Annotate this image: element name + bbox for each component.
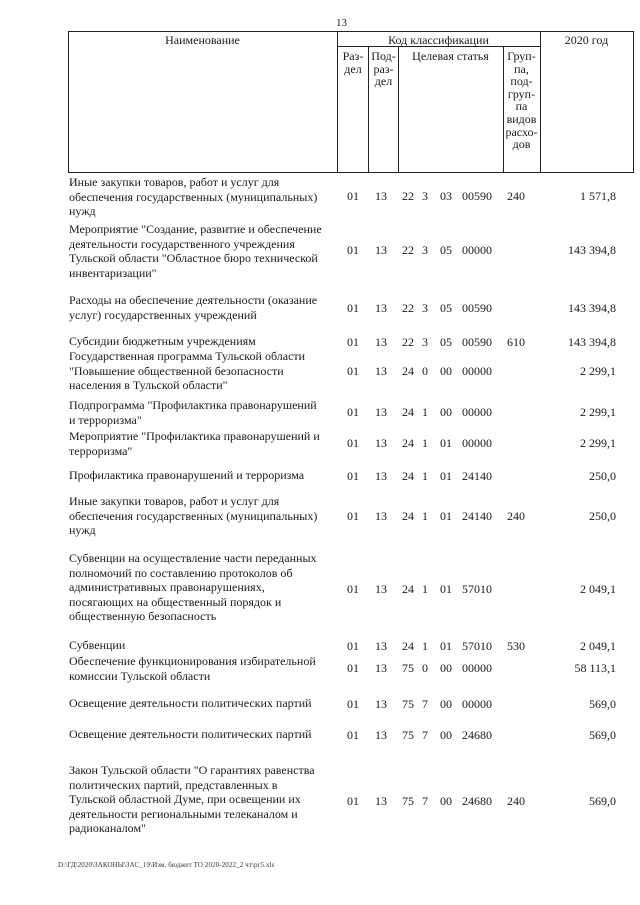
row-cs4: 57010 — [462, 639, 492, 653]
row-cs1: 24 — [402, 469, 414, 483]
row-vr: 240 — [507, 189, 525, 203]
row-cs2: 1 — [422, 582, 428, 596]
row-cs2: 3 — [422, 243, 428, 257]
row-name: Иные закупки товаров, работ и услуг для обеспечения государственных (муниципальных) нужд — [69, 175, 318, 218]
row-razdel: 01 — [347, 582, 359, 596]
row-cs1: 75 — [402, 661, 414, 675]
row-cs1: 24 — [402, 509, 414, 523]
row-cs1: 22 — [402, 301, 414, 315]
row-podrazdel: 13 — [375, 661, 387, 675]
row-amount: 2 299,1 — [580, 364, 616, 378]
row-cs1: 22 — [402, 243, 414, 257]
row-cs4: 24140 — [462, 469, 492, 483]
row-cs3: 00 — [440, 697, 452, 711]
row-cs4: 24680 — [462, 794, 492, 808]
row-amount: 2 299,1 — [580, 436, 616, 450]
row-cs2: 7 — [422, 794, 428, 808]
row-razdel: 01 — [347, 639, 359, 653]
row-podrazdel: 13 — [375, 582, 387, 596]
row-cs2: 1 — [422, 639, 428, 653]
row-podrazdel: 13 — [375, 301, 387, 315]
row-cs4: 00590 — [462, 301, 492, 315]
row-cs2: 7 — [422, 728, 428, 742]
row-amount: 569,0 — [589, 794, 616, 808]
file-path-footer: D:\ГД\2020\ЗАКОНЫ\ЗАС_19\Изм. бюджет ТО 2020-2022_2 чт\рг5.xls — [58, 861, 275, 869]
row-cs3: 00 — [440, 364, 452, 378]
row-cs2: 1 — [422, 436, 428, 450]
row-cs3: 01 — [440, 582, 452, 596]
row-cs3: 00 — [440, 661, 452, 675]
row-razdel: 01 — [347, 469, 359, 483]
row-podrazdel: 13 — [375, 243, 387, 257]
row-razdel: 01 — [347, 661, 359, 675]
row-cs1: 75 — [402, 794, 414, 808]
row-podrazdel: 13 — [375, 728, 387, 742]
row-name: Расходы на обеспечение деятельности (оказание услуг) государственных учреждений — [69, 293, 318, 322]
row-cs2: 3 — [422, 301, 428, 315]
row-amount: 2 299,1 — [580, 405, 616, 419]
row-vr: 240 — [507, 509, 525, 523]
row-cs2: 1 — [422, 405, 428, 419]
row-cs1: 24 — [402, 405, 414, 419]
row-amount: 143 394,8 — [568, 301, 616, 315]
row-cs4: 00590 — [462, 335, 492, 349]
row-razdel: 01 — [347, 405, 359, 419]
row-podrazdel: 13 — [375, 794, 387, 808]
row-cs4: 00000 — [462, 243, 492, 257]
row-cs2: 0 — [422, 661, 428, 675]
row-cs1: 24 — [402, 436, 414, 450]
row-cs3: 05 — [440, 243, 452, 257]
row-amount: 2 049,1 — [580, 582, 616, 596]
row-amount: 58 113,1 — [574, 661, 616, 675]
row-cs3: 00 — [440, 728, 452, 742]
row-name: Мероприятие "Профилактика правонарушений и терроризма" — [69, 429, 320, 458]
row-razdel: 01 — [347, 728, 359, 742]
row-amount: 569,0 — [589, 697, 616, 711]
row-podrazdel: 13 — [375, 697, 387, 711]
row-name: Государственная программа Тульской области "Повышение общественной безопасности населения в Тульской области" — [69, 349, 306, 392]
row-cs4: 00000 — [462, 364, 492, 378]
row-amount: 250,0 — [589, 469, 616, 483]
row-podrazdel: 13 — [375, 335, 387, 349]
row-cs3: 05 — [440, 301, 452, 315]
row-cs3: 05 — [440, 335, 452, 349]
row-razdel: 01 — [347, 436, 359, 450]
row-razdel: 01 — [347, 509, 359, 523]
row-vr: 610 — [507, 335, 525, 349]
row-cs1: 22 — [402, 189, 414, 203]
row-podrazdel: 13 — [375, 509, 387, 523]
row-cs4: 00000 — [462, 661, 492, 675]
row-name: Субвенции — [69, 638, 126, 652]
row-cs4: 57010 — [462, 582, 492, 596]
row-cs1: 24 — [402, 639, 414, 653]
row-cs4: 24680 — [462, 728, 492, 742]
row-name: Иные закупки товаров, работ и услуг для обеспечения государственных (муниципальных) нужд — [69, 494, 318, 537]
row-cs3: 00 — [440, 794, 452, 808]
row-cs2: 1 — [422, 469, 428, 483]
row-razdel: 01 — [347, 243, 359, 257]
row-cs4: 00000 — [462, 697, 492, 711]
row-cs3: 00 — [440, 405, 452, 419]
row-podrazdel: 13 — [375, 405, 387, 419]
row-cs2: 3 — [422, 189, 428, 203]
row-razdel: 01 — [347, 189, 359, 203]
row-cs3: 01 — [440, 509, 452, 523]
row-vr: 240 — [507, 794, 525, 808]
row-cs4: 00590 — [462, 189, 492, 203]
row-name: Субвенции на осуществление части переданных полномочий по составлению протоколов об административных правонарушениях, посягающих на общественный порядок и общественную безопасность — [69, 551, 317, 623]
row-cs1: 22 — [402, 335, 414, 349]
row-podrazdel: 13 — [375, 189, 387, 203]
row-razdel: 01 — [347, 364, 359, 378]
row-cs1: 24 — [402, 582, 414, 596]
row-podrazdel: 13 — [375, 364, 387, 378]
row-podrazdel: 13 — [375, 469, 387, 483]
row-amount: 143 394,8 — [568, 243, 616, 257]
header-expense-group: Груп- па, под- груп- па видов расхо- дов — [505, 49, 538, 152]
row-amount: 2 049,1 — [580, 639, 616, 653]
row-cs4: 00000 — [462, 436, 492, 450]
page-number: 13 — [336, 17, 347, 29]
row-name: Закон Тульской области "О гарантиях равенства политических партий, представленных в Тульской областной Думе, при освещении их деятельности региональными телеканалом и радиоканалом" — [69, 763, 315, 835]
header-subsection: Под- раз- дел — [371, 49, 396, 89]
row-vr: 530 — [507, 639, 525, 653]
row-amount: 143 394,8 — [568, 335, 616, 349]
row-name: Подпрограмма "Профилактика правонарушений и терроризма" — [69, 398, 317, 427]
row-cs3: 01 — [440, 436, 452, 450]
row-amount: 250,0 — [589, 509, 616, 523]
row-cs2: 7 — [422, 697, 428, 711]
row-razdel: 01 — [347, 301, 359, 315]
row-cs3: 03 — [440, 189, 452, 203]
row-amount: 1 571,8 — [580, 189, 616, 203]
row-razdel: 01 — [347, 794, 359, 808]
row-name: Субсидии бюджетным учреждениям — [69, 334, 256, 348]
row-razdel: 01 — [347, 335, 359, 349]
row-name: Мероприятие "Создание, развитие и обеспечение деятельности государственного учреждения Тульской области "Областное бюро технической инвентаризации" — [69, 222, 322, 280]
row-cs1: 75 — [402, 697, 414, 711]
row-razdel: 01 — [347, 697, 359, 711]
row-cs4: 00000 — [462, 405, 492, 419]
row-cs2: 3 — [422, 335, 428, 349]
row-podrazdel: 13 — [375, 639, 387, 653]
header-classification: Код классификации — [388, 33, 489, 47]
row-name: Освещение деятельности политических партий — [69, 727, 312, 741]
row-amount: 569,0 — [589, 728, 616, 742]
row-name: Обеспечение функционирования избирательной комиссии Тульской области — [69, 654, 316, 683]
header-section: Раз- дел — [342, 49, 364, 76]
row-cs2: 1 — [422, 509, 428, 523]
row-cs3: 01 — [440, 639, 452, 653]
header-year: 2020 год — [564, 33, 609, 47]
row-cs2: 0 — [422, 364, 428, 378]
row-name: Профилактика правонарушений и терроризма — [69, 468, 305, 482]
row-cs1: 24 — [402, 364, 414, 378]
header-target: Целевая статья — [412, 49, 489, 63]
header-name: Наименование — [165, 33, 240, 47]
row-cs4: 24140 — [462, 509, 492, 523]
row-podrazdel: 13 — [375, 436, 387, 450]
row-cs3: 01 — [440, 469, 452, 483]
row-cs1: 75 — [402, 728, 414, 742]
row-name: Освещение деятельности политических партий — [69, 696, 312, 710]
